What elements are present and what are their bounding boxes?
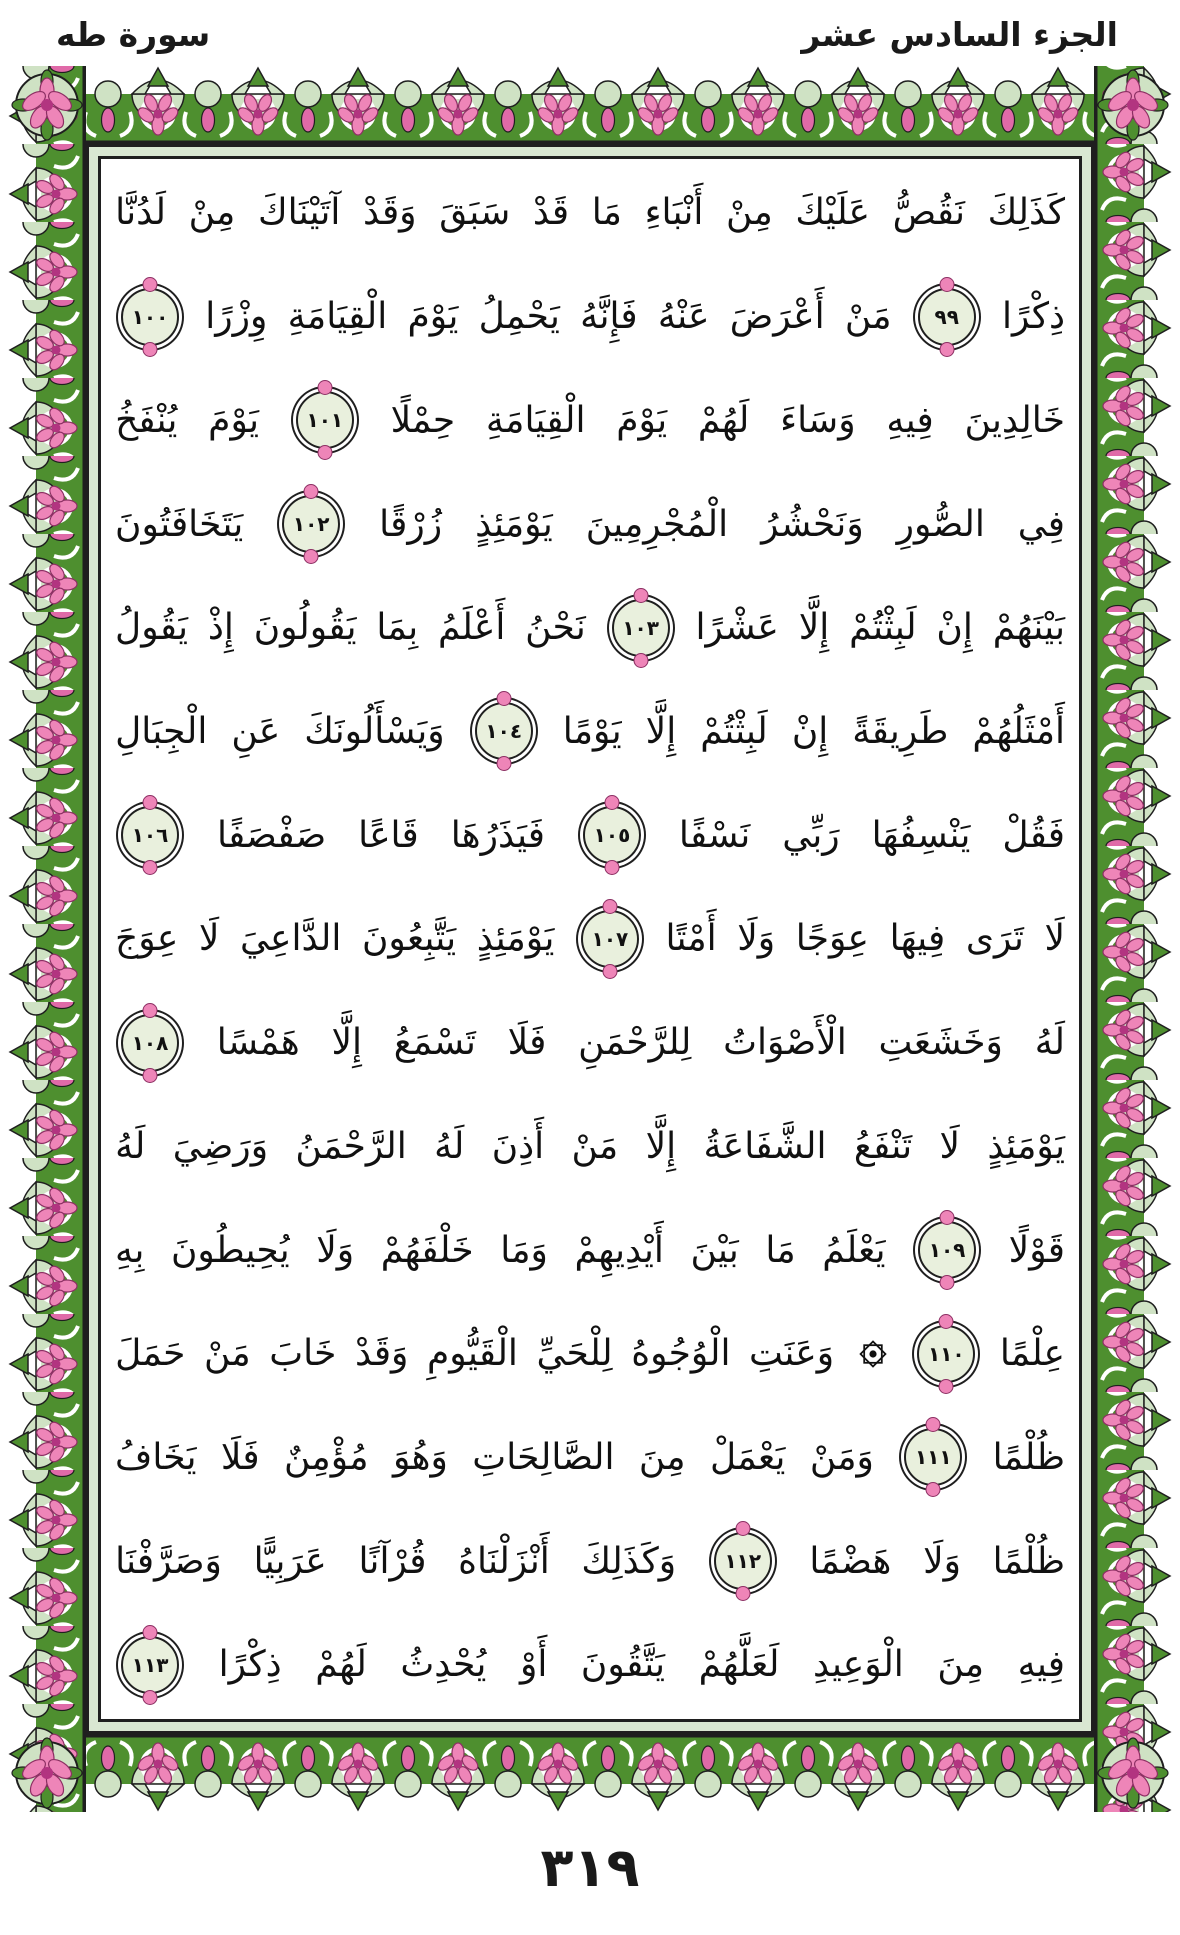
word: عِوَجًا — [795, 918, 870, 960]
verse-number: ١٠٨ — [131, 1030, 169, 1055]
word: يُحْدِثُ — [400, 1644, 487, 1686]
verse-number: ٩٩ — [934, 304, 959, 329]
word: نَقُصُّ — [892, 192, 965, 234]
word: لَدُنَّا — [115, 192, 166, 234]
verse-number-marker — [121, 1636, 179, 1694]
word: يَوْمًا — [562, 710, 622, 752]
verse-number-marker — [296, 391, 354, 449]
word: وَمَا — [500, 1229, 548, 1271]
word: لَبِثْتُمْ — [700, 710, 768, 752]
word: وَلَا — [316, 1229, 355, 1271]
word: تَسْمَعُ — [393, 1022, 476, 1064]
word: إِلَّا — [331, 1022, 362, 1064]
quran-line — [115, 680, 1065, 782]
verse-number: ١٠١ — [306, 408, 344, 433]
word: وَصَرَّفْنَا — [115, 1540, 222, 1582]
word: أَوْ — [519, 1644, 548, 1686]
word: عَشْرًا — [695, 607, 779, 649]
word: تَرَى — [965, 918, 1024, 960]
verse-number-marker — [917, 1325, 975, 1383]
word: لَهُمْ — [315, 1644, 367, 1686]
word: ظُلْمًا — [992, 1540, 1065, 1582]
word: تَنْفَعُ — [853, 1125, 913, 1167]
verse-number: ١٠٣ — [622, 615, 659, 640]
quran-line — [115, 1303, 1065, 1405]
quran-line — [115, 1095, 1065, 1197]
quran-line — [115, 888, 1065, 990]
word: يَوْمَئِذٍ — [475, 503, 553, 545]
word: وَمَنْ — [809, 1436, 874, 1478]
word: بَيْنَهُمْ — [992, 607, 1065, 649]
word: عَلَيْكَ — [795, 192, 870, 234]
quran-line — [115, 266, 1065, 368]
word: يَعْلَمُ — [822, 1229, 886, 1271]
word: أَعْلَمُ — [437, 607, 506, 649]
word: حَمَلَ — [115, 1333, 186, 1375]
quran-line — [115, 1406, 1065, 1508]
word: فَإِنَّهُ — [580, 296, 638, 338]
verse-number: ١١٣ — [131, 1652, 169, 1677]
word: خَالِدِينَ — [964, 399, 1065, 441]
verse-number-marker — [121, 806, 179, 864]
verse-number: ١٠٠ — [131, 304, 169, 329]
word: الْأَصْوَاتُ — [723, 1022, 847, 1064]
verse-number-marker — [904, 1428, 962, 1486]
word: فِيهِ — [886, 399, 934, 441]
word: وَخَشَعَتِ — [878, 1022, 1003, 1064]
word: لَا — [939, 1125, 960, 1167]
word: مُؤْمِنٌ — [284, 1436, 369, 1478]
verse-number: ١١٢ — [724, 1549, 762, 1574]
word: رَبِّي — [782, 814, 840, 856]
verse-number: ١١٠ — [927, 1341, 965, 1366]
word: وَكَذَلِكَ — [581, 1540, 677, 1582]
juz-title: الجزء السادس عشر — [801, 14, 1118, 54]
word: يُنْفَخُ — [115, 399, 178, 441]
word: إِنْ — [791, 710, 829, 752]
word: هَمْسًا — [216, 1022, 300, 1064]
word: لَهُ — [434, 1125, 465, 1167]
word: حِمْلًا — [390, 399, 456, 441]
quran-line — [115, 577, 1065, 679]
word: وَقَدْ — [354, 1333, 409, 1375]
word: طَرِيقَةً — [852, 710, 949, 752]
verse-number: ١٠٤ — [485, 719, 523, 744]
word: لَهُ — [115, 1125, 146, 1167]
word: الْوَعِيدِ — [813, 1644, 904, 1686]
word: يَحْمِلُ — [478, 296, 560, 338]
word: يَوْمَئِذٍ — [476, 918, 555, 960]
word: عِوَجَ — [115, 918, 179, 960]
verse-number-marker — [121, 1014, 179, 1072]
verse-number-marker — [475, 702, 533, 760]
word: مَا — [765, 1229, 796, 1271]
word: ظُلْمًا — [992, 1436, 1065, 1478]
word: الْقِيَامَةِ — [485, 399, 586, 441]
word: عَنْهُ — [657, 296, 710, 338]
word: وَلَا — [737, 918, 776, 960]
word: خَابَ — [269, 1333, 337, 1375]
quran-line — [115, 162, 1065, 264]
word: قَدْ — [532, 192, 570, 234]
word: أَعْرَضَ — [729, 296, 825, 338]
word: فِيهَا — [889, 918, 946, 960]
word: مِنْ — [726, 192, 773, 234]
verse-number: ١٠٩ — [928, 1238, 966, 1263]
word: يَوْمَ — [208, 399, 260, 441]
word: إِذْ — [207, 607, 234, 649]
word: مَنْ — [571, 1125, 619, 1167]
word: فِي — [1017, 503, 1065, 545]
verse-number: ١٠٦ — [131, 823, 169, 848]
word: بِمَا — [376, 607, 419, 649]
word: قَاعًا — [358, 814, 419, 856]
mushaf-text-frame — [98, 156, 1082, 1722]
word: فِيهِ — [1017, 1644, 1065, 1686]
word: وِزْرًا — [205, 296, 268, 338]
word: أَنْبَاءِ — [644, 192, 704, 234]
word: يَوْمَئِذٍ — [987, 1125, 1065, 1167]
verse-number: ١٠٢ — [292, 512, 330, 537]
word: صَفْصَفًا — [216, 814, 327, 856]
word: فَيَذَرُهَا — [450, 814, 546, 856]
verse-number: ١٠٧ — [591, 926, 629, 951]
word: أَمْتًا — [665, 918, 717, 960]
word: فَقُلْ — [1002, 814, 1065, 856]
word: لَهُمْ — [697, 399, 750, 441]
quran-line — [115, 1199, 1065, 1301]
word: آتَيْنَاكَ — [258, 192, 341, 234]
verse-number-marker — [282, 495, 340, 553]
word: بَيْنَ — [690, 1229, 739, 1271]
verse-number-marker — [612, 599, 670, 657]
word: نَسْفًا — [678, 814, 751, 856]
word: أَذِنَ — [491, 1125, 545, 1167]
word: مِنْ — [188, 192, 236, 234]
word: يَقُولُ — [115, 607, 189, 649]
word: يَنْسِفُهَا — [871, 814, 971, 856]
quran-line — [115, 369, 1065, 471]
word: الشَّفَاعَةُ — [703, 1125, 827, 1167]
word: وَيَسْأَلُونَكَ — [304, 710, 445, 752]
word: يَتَّقُونَ — [580, 1644, 666, 1686]
word: ذِكْرًا — [1001, 296, 1065, 338]
word: أَنْزَلْنَاهُ — [458, 1540, 550, 1582]
word: مَنْ — [204, 1333, 251, 1375]
word: قَوْلًا — [1008, 1229, 1065, 1271]
verse-number: ١٠٥ — [593, 823, 631, 848]
word: لَا — [1044, 918, 1065, 960]
word: خَلْفَهُمْ — [380, 1229, 474, 1271]
word: هَضْمًا — [809, 1540, 892, 1582]
word: لِلْحَيِّ — [536, 1333, 613, 1375]
word: إِلَّا — [798, 607, 830, 649]
page-number: ٣١٩ — [540, 1836, 640, 1899]
word: وَلَا — [923, 1540, 961, 1582]
word: يَخَافُ — [115, 1436, 197, 1478]
word: لَهُ — [1034, 1022, 1065, 1064]
word: الْوُجُوهُ — [631, 1333, 731, 1375]
verse-number-marker — [918, 1221, 976, 1279]
word: لَعَلَّهُمْ — [698, 1644, 780, 1686]
word: مِنَ — [937, 1644, 985, 1686]
word: زُرْقًا — [379, 503, 443, 545]
word: يَوْمَ — [616, 399, 668, 441]
word: الصَّالِحَاتِ — [472, 1436, 615, 1478]
verse-number-marker — [714, 1532, 772, 1590]
word: مَنْ — [844, 296, 892, 338]
word: لِلرَّحْمَنِ — [578, 1022, 692, 1064]
word: سَبَقَ — [439, 192, 511, 234]
quran-line — [115, 1614, 1065, 1716]
word: كَذَلِكَ — [987, 192, 1065, 234]
word: أَمْثَلُهُمْ — [972, 710, 1065, 752]
word: فَلَا — [507, 1022, 547, 1064]
word: الْمُجْرِمِينَ — [585, 503, 729, 545]
rub-el-hizb-icon — [857, 1338, 889, 1370]
quran-line — [115, 992, 1065, 1094]
word: يَتَّبِعُونَ — [361, 918, 457, 960]
word: وَعَنَتِ — [749, 1333, 835, 1375]
word: عَنِ — [231, 710, 281, 752]
verse-number-marker — [918, 288, 976, 346]
word: وَقَدْ — [363, 192, 417, 234]
verse-number-marker — [581, 910, 639, 968]
word: وَسَاءَ — [780, 399, 856, 441]
word: الرَّحْمَنُ — [295, 1125, 407, 1167]
quran-line — [115, 784, 1065, 886]
word: لَبِثْتُمْ — [849, 607, 917, 649]
verse-number-marker — [583, 806, 641, 864]
word: إِنْ — [936, 607, 973, 649]
word: عِلْمًا — [999, 1333, 1065, 1375]
word: يَوْمَ — [407, 296, 459, 338]
word: لَا — [198, 918, 220, 960]
word: الصُّورِ — [896, 503, 985, 545]
word: أَيْدِيهِمْ — [574, 1229, 664, 1271]
word: بِهِ — [115, 1229, 145, 1271]
word: وَهُوَ — [392, 1436, 448, 1478]
surah-title: سورة طه — [56, 14, 211, 54]
word: ذِكْرًا — [218, 1644, 282, 1686]
word: فَلَا — [220, 1436, 260, 1478]
word: يُحِيطُونَ — [170, 1229, 290, 1271]
quran-line — [115, 473, 1065, 575]
word: عَرَبِيًّا — [253, 1540, 327, 1582]
word: يَقُولُونَ — [253, 607, 357, 649]
word: وَرَضِيَ — [172, 1125, 269, 1167]
word: وَنَحْشُرُ — [761, 503, 864, 545]
word: مَا — [591, 192, 622, 234]
verse-number-marker — [121, 288, 179, 346]
word: الدَّاعِيَ — [240, 918, 342, 960]
verse-number: ١١١ — [914, 1445, 952, 1470]
word: الْجِبَالِ — [115, 710, 208, 752]
word: مِنَ — [638, 1436, 686, 1478]
word: الْقِيَامَةِ — [287, 296, 388, 338]
word: يَتَخَافَتُونَ — [115, 503, 244, 545]
word: يَعْمَلْ — [709, 1436, 786, 1478]
word: قُرْآنًا — [358, 1540, 427, 1582]
word: إِلَّا — [645, 710, 677, 752]
word: نَحْنُ — [525, 607, 586, 649]
word: الْقَيُّومِ — [427, 1333, 518, 1375]
word: إِلَّا — [645, 1125, 677, 1167]
quran-lines — [101, 159, 1079, 1719]
quran-line — [115, 1510, 1065, 1612]
